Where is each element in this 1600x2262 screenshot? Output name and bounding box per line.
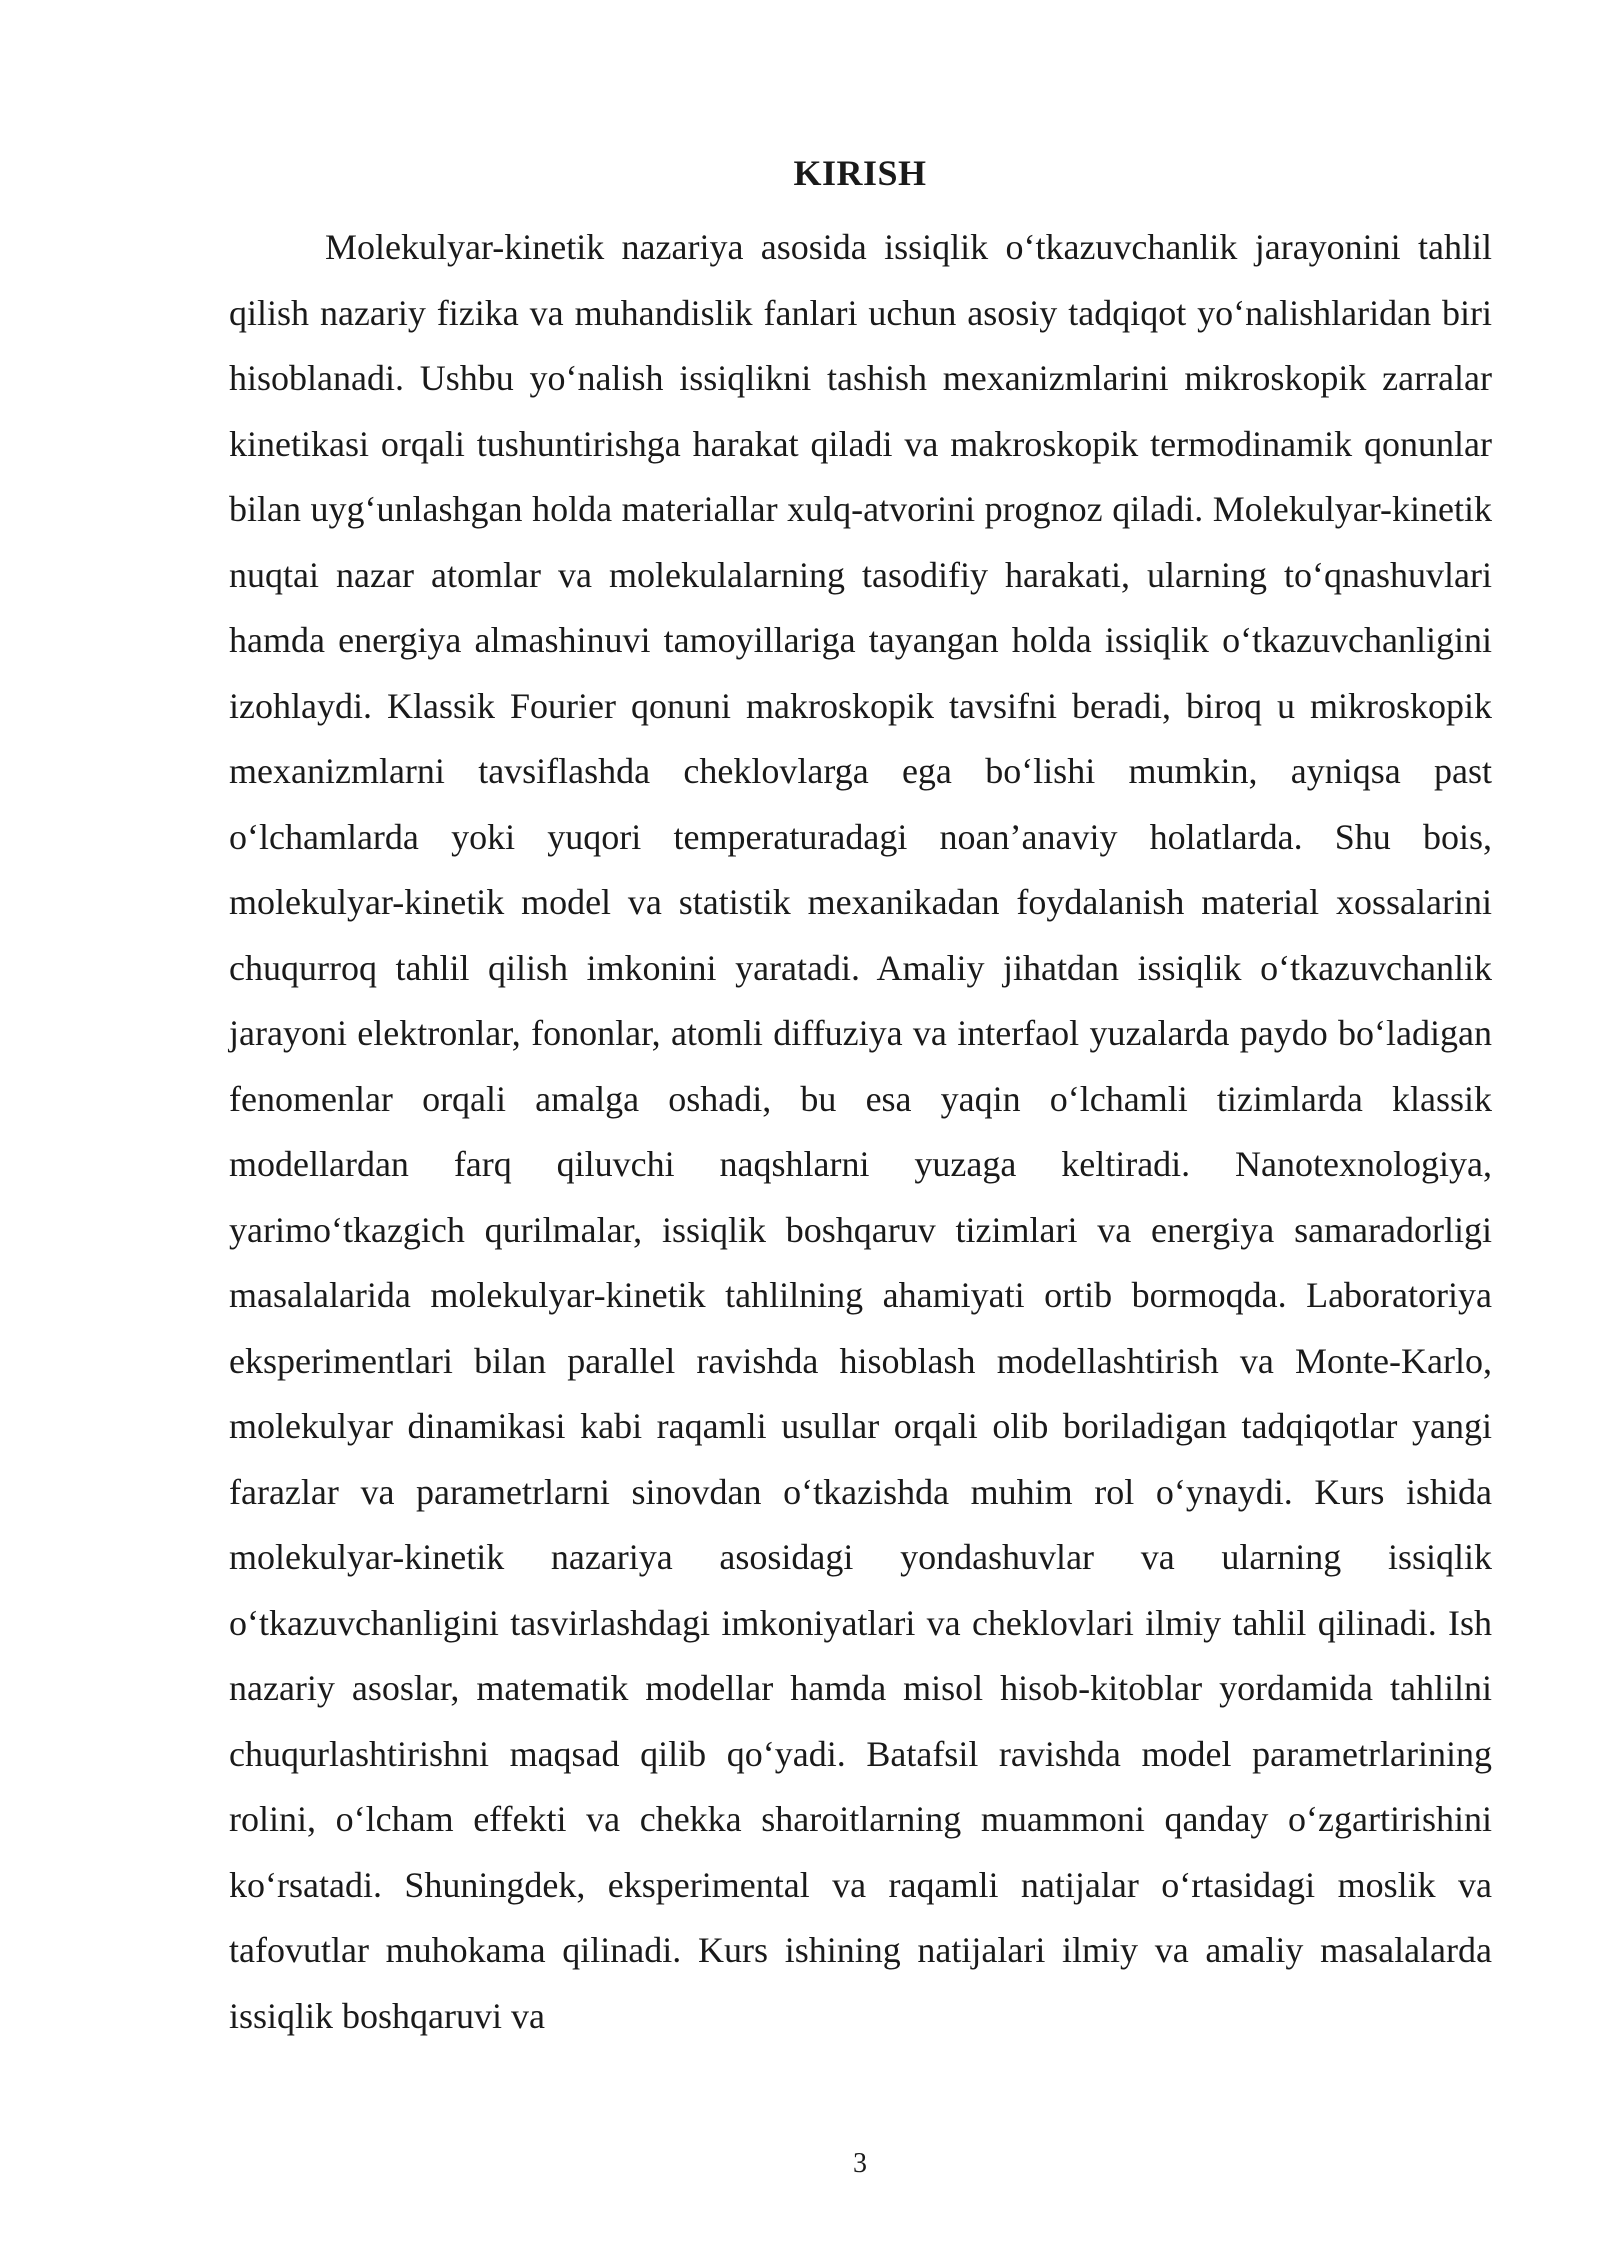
section-heading: KIRISH	[793, 153, 927, 193]
page-number: 3	[853, 2148, 867, 2179]
body-paragraph: Molekulyar-kinetik nazariya asosida issiqlik o‘tkazuvchanlik jarayonini tahlil qilish nazariy fizika va muhandislik fanlari uchun asosiy tadqiqot yo‘nalishlaridan biri hisoblanadi. Ushbu yo‘nalish issiqlikni tashish mexanizmlarini mikroskopik zarralar kinetikasi orqali tushuntirishga harakat qiladi va makroskopik termodinamik qonunlar bilan uyg‘unlashgan holda materiallar xulq-atvorini prognoz qiladi. Molekulyar-kinetik nuqtai nazar atomlar va molekulalarning tasodifiy harakati, ularning to‘qnashuvlari hamda energiya almashinuvi tamoyillariga tayangan holda issiqlik o‘tkazuvchanligini izohlaydi. Klassik Fourier qonuni makroskopik tavsifni beradi, biroq u mikroskopik mexanizmlarni tavsiflashda cheklovlarga ega bo‘lishi mumkin, ayniqsa past o‘lchamlarda yoki yuqori temperaturadagi noan’anaviy holatlarda. Shu bois, molekulyar-kinetik model va statistik mexanikadan foydalanish material xossalarini chuqurroq tahlil qilish imkonini yaratadi. Amaliy jihatdan issiqlik o‘tkazuvchanlik jarayoni elektronlar, fononlar, atomli diffuziya va interfaol yuzalarda paydo bo‘ladigan fenomenlar orqali amalga oshadi, bu esa yaqin o‘lchamli tizimlarda klassik modellardan farq qiluvchi naqshlarni yuzaga keltiradi. Nanotexnologiya, yarimo‘tkazgich qurilmalar, issiqlik boshqaruv tizimlari va energiya samaradorligi masalalarida molekulyar-kinetik tahlilning ahamiyati ortib bormoqda. Laboratoriya eksperimentlari bilan parallel ravishda hisoblash modellashtirish va Monte-Karlo, molekulyar dinamikasi kabi raqamli usullar orqali olib boriladigan tadqiqotlar yangi farazlar va parametrlarni sinovdan o‘tkazishda muhim rol o‘ynaydi. Kurs ishida molekulyar-kinetik nazariya asosidagi yondashuvlar va ularning issiqlik o‘tkazuvchanligini tasvirlashdagi imkoniyatlari va cheklovlari ilmiy tahlil qilinadi. Ish nazariy asoslar, matematik modellar hamda misol hisob-kitoblar yordamida tahlilni chuqurlashtirishni maqsad qilib qo‘yadi. Batafsil ravishda model parametrlarining rolini, o‘lcham effekti va chekka sharoitlarning muammoni qanday o‘zgartirishini ko‘rsatadi. Shuningdek, eksperimental va raqamli natijalar o‘rtasidagi moslik va tafovutlar muhokama qilinadi. Kurs ishining natijalari ilmiy va amaliy masalalarda issiqlik boshqaruvi va	[229, 227, 1492, 2036]
